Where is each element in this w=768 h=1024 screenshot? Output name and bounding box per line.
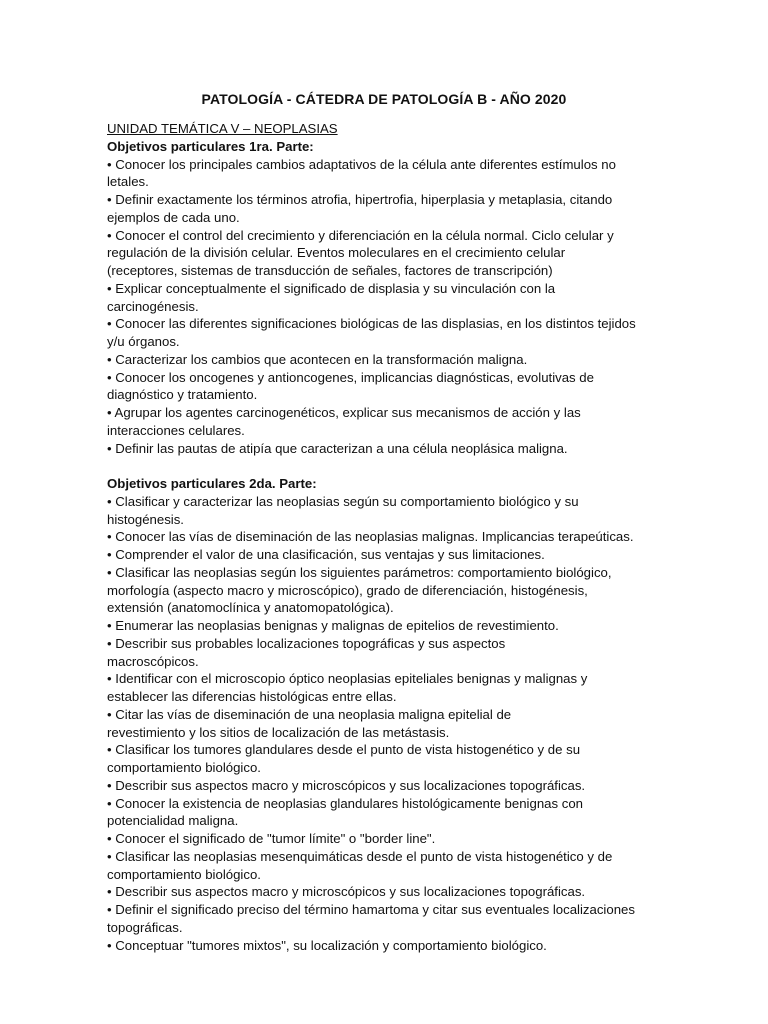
objective-line: • Conocer los principales cambios adaptativos de la célula ante diferentes estímulos no xyxy=(107,156,616,172)
objective-line: • Describir sus aspectos macro y microscópicos y sus localizaciones topográficas. xyxy=(107,777,586,793)
objective-line: interacciones celulares. xyxy=(107,422,245,438)
section-spacer xyxy=(107,457,677,475)
objective-line: • Clasificar y caracterizar las neoplasias según su comportamiento biológico y su xyxy=(107,493,579,509)
objective-line: regulación de la división celular. Eventos moleculares en el crecimiento celular xyxy=(107,245,566,261)
objective-line: extensión (anatomoclínica y anatomopatológica). xyxy=(107,600,394,616)
objective-line: macroscópicos. xyxy=(107,653,199,669)
objective-line: potencialidad maligna. xyxy=(107,813,239,829)
objective-line: • Explicar conceptualmente el significado de displasia y su vinculación con la xyxy=(107,280,556,296)
objective-line: • Conocer las vías de diseminación de las neoplasias malignas. Implicancias terapeúticas. xyxy=(107,529,634,545)
objective-line: ejemplos de cada uno. xyxy=(107,209,240,225)
objective-line: • Clasificar las neoplasias mesenquimáticas desde el punto de vista histogenético y de xyxy=(107,848,613,864)
objective-line: • Conocer las diferentes significaciones biológicas de las displasias, en los distintos tejidos xyxy=(107,316,636,332)
objective-line: (receptores, sistemas de transducción de señales, factores de transcripción) xyxy=(107,263,553,278)
objective-line: • Describir sus probables localizaciones topográficas y sus aspectos xyxy=(107,635,506,651)
objective-line: • Conocer el control del crecimiento y diferenciación en la célula normal. Ciclo celular y xyxy=(107,227,614,243)
objective-line: • Conocer la existencia de neoplasias glandulares histológicamente benignas con xyxy=(107,795,584,811)
document-title: PATOLOGÍA - CÁTEDRA DE PATOLOGÍA B - AÑO 2020 xyxy=(201,91,567,107)
objective-line: comportamiento biológico. xyxy=(107,866,261,882)
objective-line: • Enumerar las neoplasias benignas y malignas de epitelios de revestimiento. xyxy=(107,618,559,633)
objective-line: • Definir las pautas de atipía que caracterizan a una célula neoplásica maligna. xyxy=(107,440,568,456)
objective-line: letales. xyxy=(107,174,149,190)
objective-line: • Conceptuar "tumores mixtos", su localización y comportamiento biológico. xyxy=(107,937,547,953)
objective-line: • Conocer el significado de "tumor límite" o "border line". xyxy=(107,831,436,846)
objective-line: histogénesis. xyxy=(107,511,184,527)
objective-line: comportamiento biológico. xyxy=(107,760,261,775)
objective-line: • Describir sus aspectos macro y microscópicos y sus localizaciones topográficas. xyxy=(107,884,586,900)
objective-line: • Citar las vías de diseminación de una neoplasia maligna epitelial de xyxy=(107,706,512,722)
objectives-list-part-2 xyxy=(107,493,677,955)
objective-line: • Definir exactamente los términos atrofia, hipertrofia, hiperplasia y metaplasia, citando xyxy=(107,192,613,207)
document-body xyxy=(107,120,677,954)
section-heading-part-2: Objetivos particulares 2da. Parte: xyxy=(107,476,317,491)
objective-line: diagnóstico y tratamiento. xyxy=(107,387,258,403)
objective-line: establecer las diferencias histológicas entre ellas. xyxy=(107,689,397,704)
unit-heading: UNIDAD TEMÁTICA V – NEOPLASIAS xyxy=(107,121,338,136)
objective-line: • Clasificar las neoplasias según los siguientes parámetros: comportamiento biológico, xyxy=(107,564,612,580)
objective-line: y/u órganos. xyxy=(107,334,180,349)
objective-line: carcinogénesis. xyxy=(107,298,199,314)
objective-line: • Caracterizar los cambios que acontecen en la transformación maligna. xyxy=(107,351,528,367)
section-heading-part-1: Objetivos particulares 1ra. Parte: xyxy=(107,138,314,154)
objective-line: • Clasificar los tumores glandulares desde el punto de vista histogenético y de su xyxy=(107,742,581,758)
objective-line: • Conocer los oncogenes y antioncogenes, implicancias diagnósticas, evolutivas de xyxy=(107,369,594,385)
objective-line: • Agrupar los agentes carcinogenéticos, explicar sus mecanismos de acción y las xyxy=(107,405,581,420)
objective-line: • Identificar con el microscopio óptico neoplasias epiteliales benignas y malignas y xyxy=(107,671,588,687)
objective-line: topográficas. xyxy=(107,919,183,935)
objectives-list-part-1 xyxy=(107,156,677,458)
objective-line: • Comprender el valor de una clasificación, sus ventajas y sus limitaciones. xyxy=(107,547,545,562)
objective-line: revestimiento y los sitios de localización de las metástasis. xyxy=(107,724,450,740)
objective-line: morfología (aspecto macro y microscópico), grado de diferenciación, histogénesis, xyxy=(107,582,588,598)
objective-line: • Definir el significado preciso del término hamartoma y citar sus eventuales localizaciones xyxy=(107,902,635,917)
